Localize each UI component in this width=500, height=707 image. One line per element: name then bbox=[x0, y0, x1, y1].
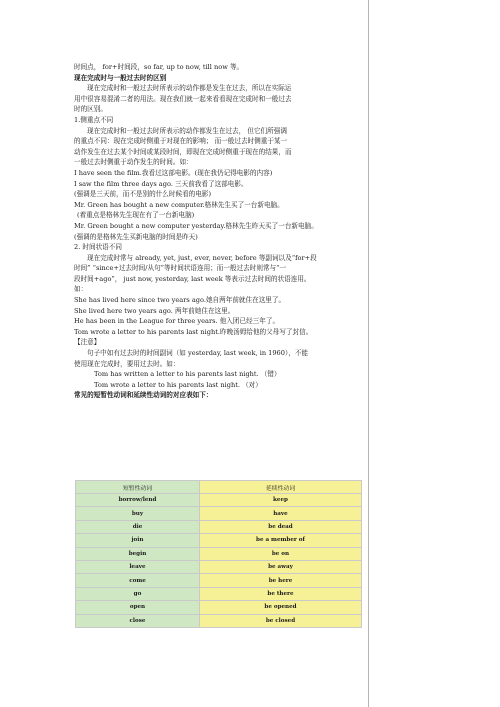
table-cell: be here bbox=[200, 574, 362, 587]
table-cell: be closed bbox=[200, 614, 362, 627]
text-line: 如： bbox=[74, 285, 88, 294]
text-line: 时间点， for+时间段，so far, up to now, till now 等。 bbox=[74, 63, 244, 71]
example-note: (着重点是格林先生现在有了一台新电脑) bbox=[77, 211, 195, 220]
table-row bbox=[76, 574, 362, 587]
document-body bbox=[74, 62, 364, 401]
example-sentence: I have seen the film.我看过这部电影。(现在我仍记得电影的内容) bbox=[74, 168, 273, 177]
table-cell: buy bbox=[76, 507, 200, 520]
table-row bbox=[76, 614, 362, 627]
verb-table bbox=[75, 480, 362, 628]
text-line: 的重点不同：现在完成时侧重于对现在的影响； 而一般过去时侧重于某一 bbox=[74, 137, 288, 146]
note-heading: 【注意】 bbox=[74, 338, 101, 347]
table-row bbox=[76, 507, 362, 520]
table-header-momentary: 短暂性动词 bbox=[76, 481, 200, 494]
text-line: 时的区别。 bbox=[74, 105, 107, 114]
text-line: 现在完成时和一般过去时所表示的动作都是发生在过去，所以在实际运 bbox=[87, 84, 292, 93]
example-sentence: Mr. Green has bought a new computer.格林先生买了一台新电脑。 bbox=[74, 200, 284, 209]
table-cell: be away bbox=[200, 560, 362, 573]
table-cell: be there bbox=[200, 587, 362, 600]
text-line: 动作发生在过去某个时间或某段时间，即现在完成时侧重于现在的结果，而 bbox=[74, 147, 292, 156]
example-sentence: He has been in the League for three years. 他入团已经三年了。 bbox=[74, 317, 280, 326]
table-header-row bbox=[76, 481, 362, 494]
table-cell: close bbox=[76, 614, 200, 627]
subsection-heading: 2. 时间状语不同 bbox=[74, 243, 122, 252]
example-note: (强调是三天前，而不是别的什么时候看的电影) bbox=[74, 190, 212, 199]
table-cell: open bbox=[76, 601, 200, 614]
table-cell: be opened bbox=[200, 601, 362, 614]
table-row bbox=[76, 587, 362, 600]
table-row bbox=[76, 520, 362, 533]
table-cell: come bbox=[76, 574, 200, 587]
example-sentence: Tom has written a letter to his parents last night. （错） bbox=[94, 370, 281, 379]
example-sentence: Tom wrote a letter to his parents last night.昨晚汤姆给他的父母写了封信。 bbox=[74, 327, 313, 336]
page-margin-line bbox=[368, 0, 369, 707]
table-header-durative: 延续性动词 bbox=[200, 481, 362, 494]
table-caption: 常见的短暂性动词和延续性动词的对应表如下： bbox=[74, 391, 213, 400]
example-sentence: Mr. Green bought a new computer yesterday.格林先生昨天买了一台新电脑。 bbox=[74, 221, 318, 230]
table-cell: be a member of bbox=[200, 534, 362, 547]
example-sentence: She lived here two years ago. 两年前她住在这里。 bbox=[74, 306, 235, 315]
table-cell: keep bbox=[200, 494, 362, 507]
table-row bbox=[76, 534, 362, 547]
text-line: 现在完成时常与 already, yet, just, ever, never, before 等副词以及“for+段 bbox=[87, 253, 317, 262]
table-row bbox=[76, 494, 362, 507]
example-sentence: I saw the film three days ago. 三天前我看了这部电影。 bbox=[74, 179, 248, 188]
table-cell: borrow/lend bbox=[76, 494, 200, 507]
section-heading: 现在完成时与一般过去时的区别 bbox=[74, 73, 167, 82]
text-line: 段时间+ago”， just now, yesterday, last week 等表示过去时间的状语连用。 bbox=[74, 274, 311, 283]
text-line: 使用现在完成时，要用过去时。如： bbox=[74, 359, 180, 368]
table-cell: be on bbox=[200, 547, 362, 560]
example-sentence: Tom wrote a letter to his parents last night. （对） bbox=[94, 380, 262, 389]
table-cell: go bbox=[76, 587, 200, 600]
example-note: (强调的是格林先生买新电脑的时间是昨天) bbox=[74, 232, 198, 241]
table-cell: have bbox=[200, 507, 362, 520]
table-row bbox=[76, 560, 362, 573]
text-line: 时间” “since+过去时间/从句”等时间状语连用；而一般过去时则常与“一 bbox=[74, 264, 287, 273]
text-line: 一般过去时侧重于动作发生的时间。如： bbox=[74, 158, 193, 167]
table-cell: leave bbox=[76, 560, 200, 573]
table-cell: begin bbox=[76, 547, 200, 560]
table-cell: die bbox=[76, 520, 200, 533]
table-cell: be dead bbox=[200, 520, 362, 533]
text-line: 句子中如有过去时的时间副词（如 yesterday, last week, in 1960），不能 bbox=[87, 349, 309, 358]
example-sentence: She has lived here since two years ago.她自两年前就住在这里了。 bbox=[74, 296, 286, 305]
table-cell: join bbox=[76, 534, 200, 547]
table-row bbox=[76, 601, 362, 614]
table-row bbox=[76, 547, 362, 560]
subsection-heading: 1.侧重点不同 bbox=[74, 115, 114, 124]
text-line: 现在完成时和一般过去时所表示的动作都发生在过去， 但它们所强调 bbox=[87, 126, 287, 135]
text-line: 用中很容易混淆二者的用法。现在我们就一起来看看现在完成时和一般过去 bbox=[74, 94, 292, 103]
